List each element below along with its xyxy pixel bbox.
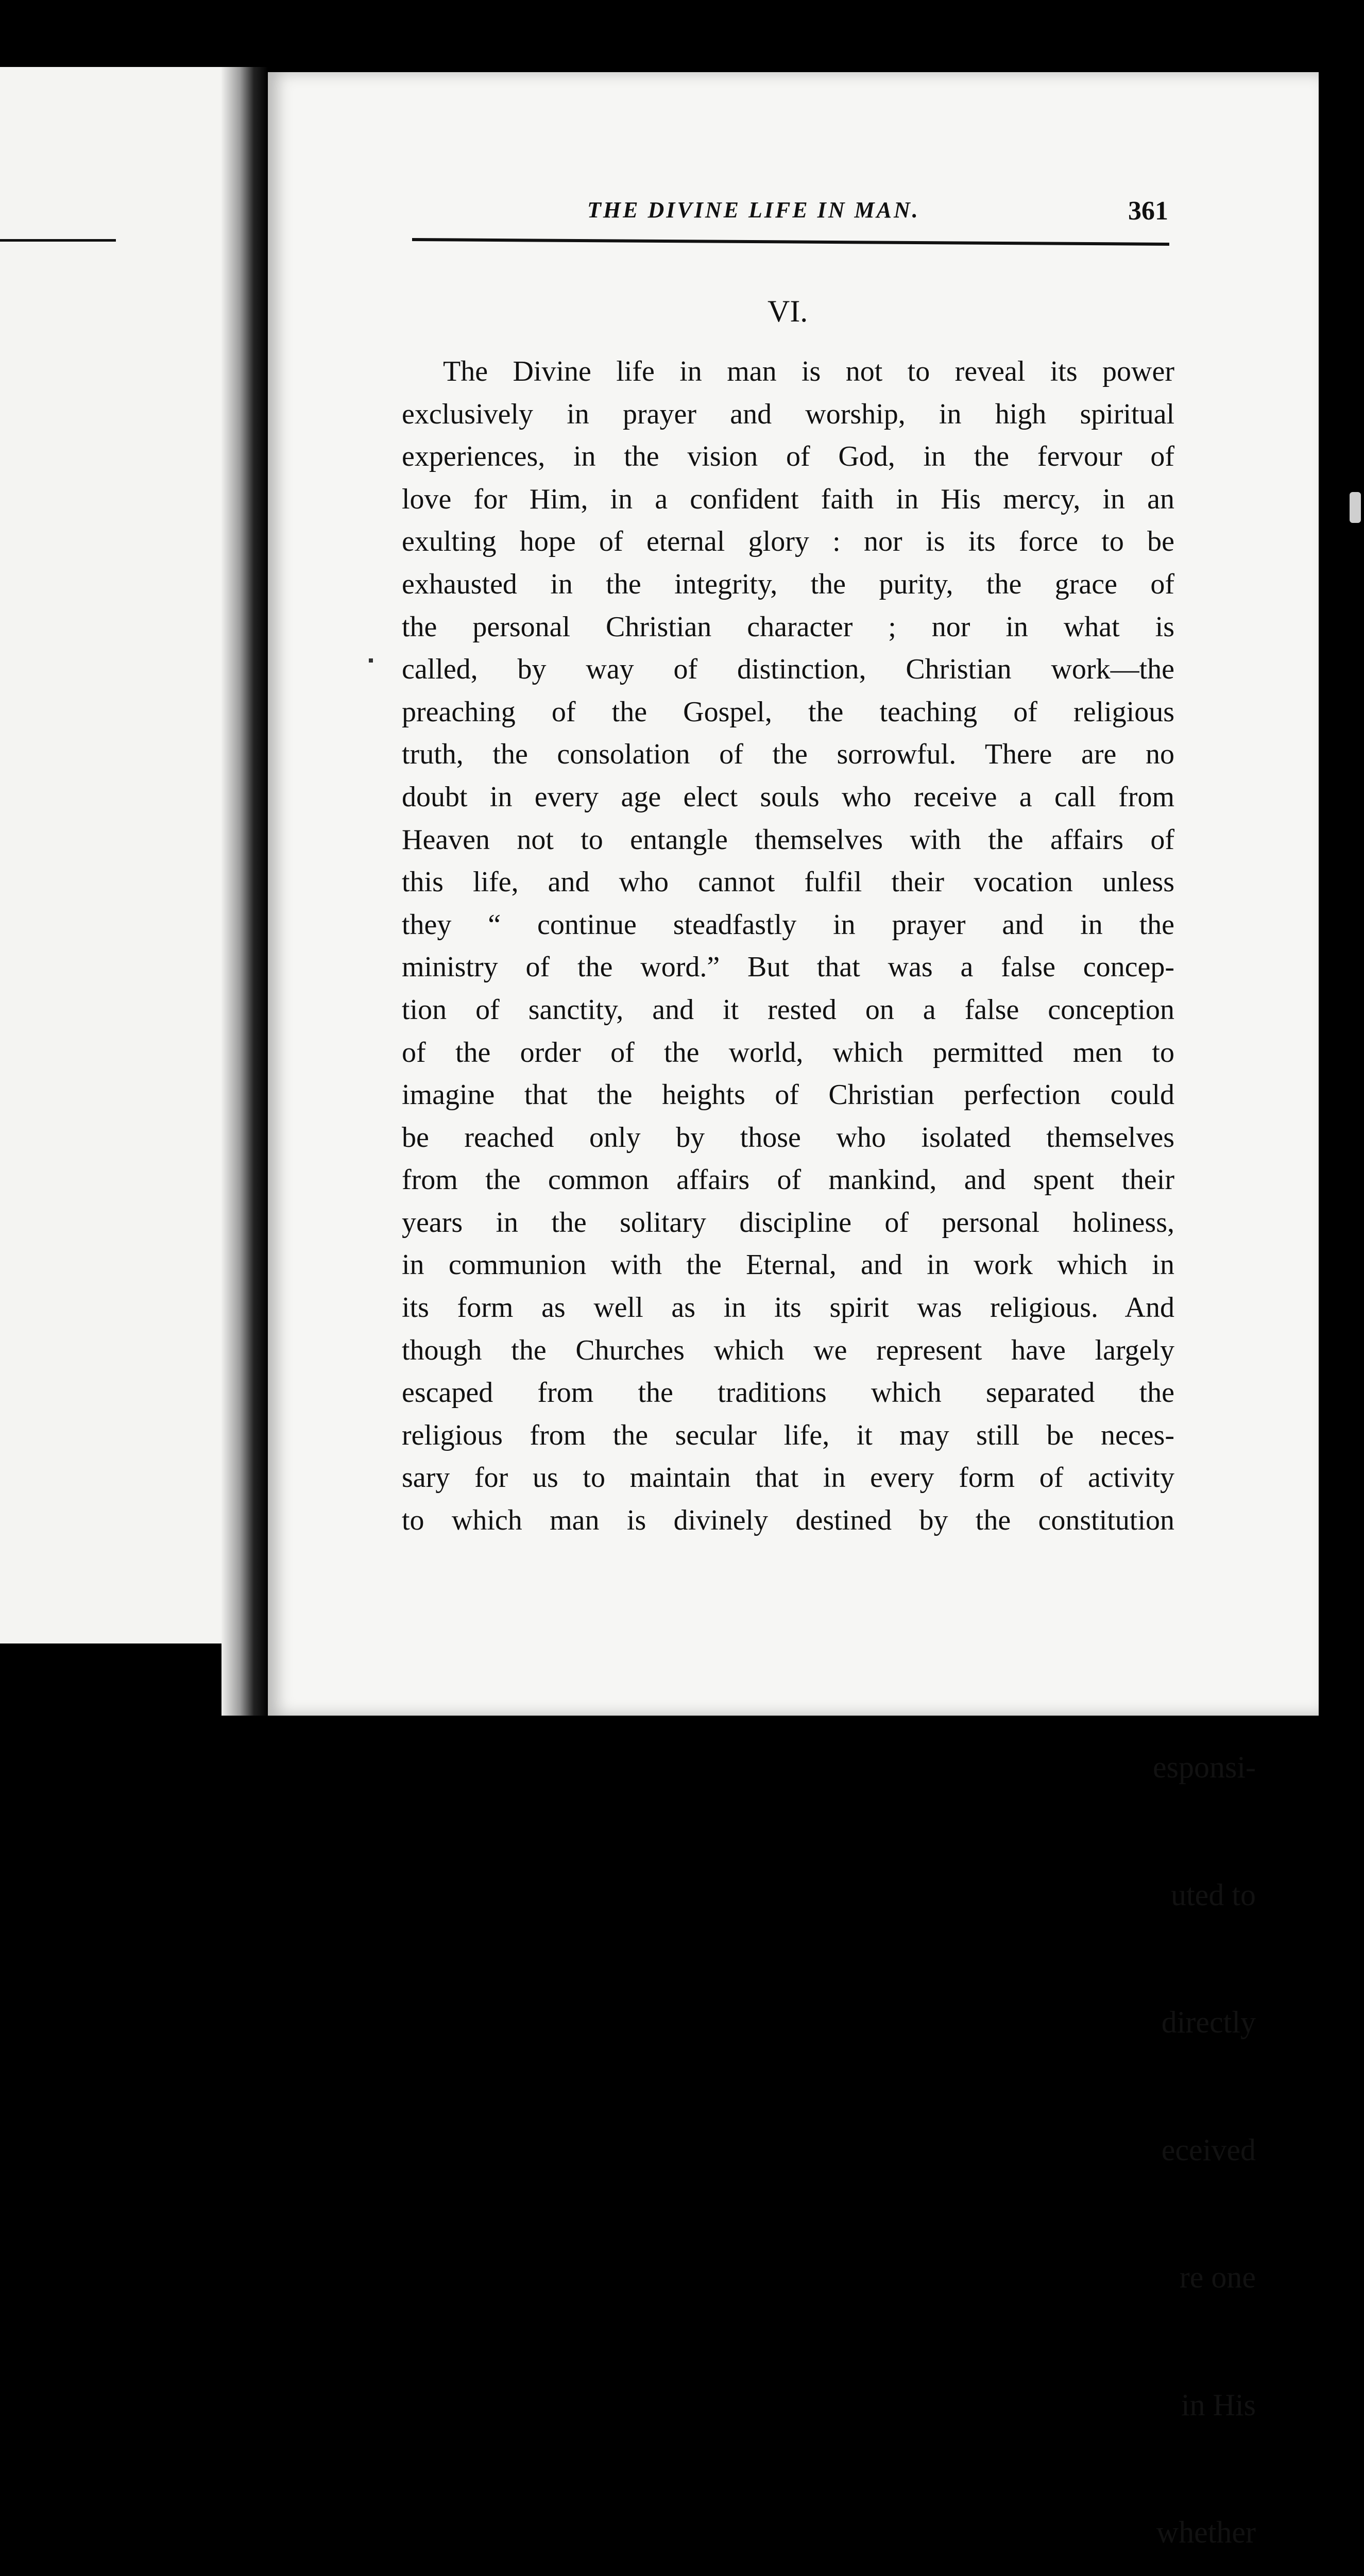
text-line: of the order of the world, which permitted men to — [402, 1036, 1174, 1069]
text-line: be reached only by those who isolated themselves — [402, 1121, 1174, 1154]
body-paragraph — [402, 350, 1174, 1542]
text-line: doubt in every age elect souls who receive a call from — [402, 781, 1174, 813]
text-line: this life, and who cannot fulfil their vocation unless — [402, 866, 1174, 899]
text-line: from the common affairs of mankind, and spent their — [402, 1164, 1174, 1196]
text-line: The Divine life in man is not to reveal its power — [443, 355, 1174, 387]
text-line: the personal Christian character ; nor in what is — [402, 611, 1174, 643]
text-line: truth, the consolation of the sorrowful. There are no — [402, 738, 1174, 771]
text-line: tion of sanctity, and it rested on a false conception — [402, 993, 1174, 1026]
text-line: love for Him, in a confident faith in His mercy, in an — [402, 483, 1174, 515]
left-line: eceived — [1161, 2132, 1256, 2167]
left-line: uted to — [1171, 1877, 1256, 1912]
left-line: esponsi- — [1153, 1750, 1256, 1784]
text-line: religious from the secular life, it may still be neces- — [402, 1419, 1174, 1451]
running-header: THE DIVINE LIFE IN MAN. — [587, 197, 920, 223]
text-line: called, by way of distinction, Christian work—the — [402, 653, 1174, 686]
left-line: in His — [1181, 2387, 1256, 2422]
left-line: whether — [1156, 2515, 1256, 2549]
book-gutter — [221, 67, 268, 1716]
text-line: in communion with the Eternal, and in work which in — [402, 1249, 1174, 1281]
text-line: exclusively in prayer and worship, in high spiritual — [402, 398, 1174, 430]
left-line: directly — [1161, 2005, 1256, 2039]
left-line: re one — [1179, 2260, 1256, 2294]
left-page-fragment — [0, 67, 221, 1643]
left-page-header-rule — [0, 239, 116, 242]
margin-mark — [369, 658, 373, 663]
section-number: VI. — [768, 294, 808, 328]
page-edge-speck — [1350, 492, 1361, 523]
text-line: escaped from the traditions which separated the — [402, 1377, 1174, 1409]
text-line: exhausted in the integrity, the purity, the grace of — [402, 568, 1174, 600]
page-number: 361 — [1128, 196, 1168, 226]
text-line: to which man is divinely destined by the constitution — [402, 1504, 1174, 1537]
text-line: imagine that the heights of Christian perfection could — [402, 1079, 1174, 1111]
text-line: exulting hope of eternal glory : nor is its force to be — [402, 526, 1174, 558]
text-line: its form as well as in its spirit was religious. And — [402, 1292, 1174, 1324]
text-line: experiences, in the vision of God, in the fervour of — [402, 440, 1174, 473]
text-line: preaching of the Gospel, the teaching of religious — [402, 696, 1174, 728]
text-line: years in the solitary discipline of personal holiness, — [402, 1206, 1174, 1239]
text-line: ministry of the word.” But that was a false concep- — [402, 951, 1174, 984]
text-line: Heaven not to entangle themselves with the affairs of — [402, 823, 1174, 856]
text-line: sary for us to maintain that in every form of activity — [402, 1462, 1174, 1494]
text-line: though the Churches which we represent have largely — [402, 1334, 1174, 1366]
text-line: they “ continue steadfastly in prayer and in the — [402, 908, 1174, 941]
